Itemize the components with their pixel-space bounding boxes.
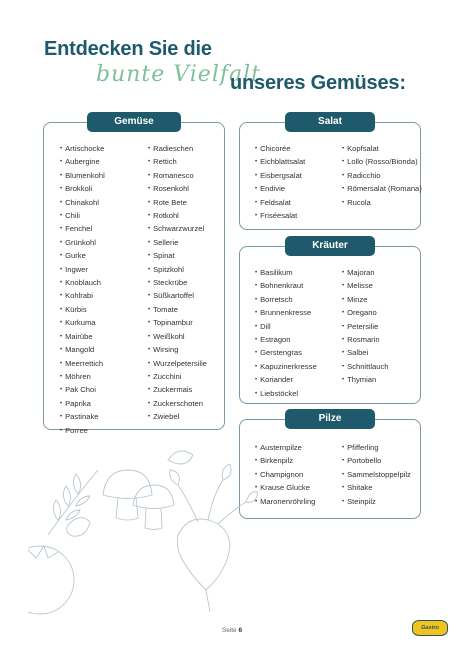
list-item: • Kopfsalat	[342, 143, 422, 156]
list-item: • Römersalat (Romana)	[342, 183, 422, 196]
list-item: • Fenchel	[60, 223, 105, 236]
heading-script: bunte Vielfalt	[96, 62, 262, 87]
list-item: • Salbei	[342, 347, 388, 360]
vegetable-illustration	[28, 440, 258, 620]
gemuese-col2	[148, 143, 207, 425]
salat-col2	[342, 143, 422, 210]
list-item: • Blumenkohl	[60, 170, 105, 183]
list-item: • Gerstengras	[255, 347, 317, 360]
kraeuter-box	[239, 240, 421, 404]
list-item: • Wurzelpetersilie	[148, 358, 207, 371]
list-item: • Weißkohl	[148, 331, 207, 344]
page-number: 6	[238, 627, 243, 634]
list-item: • Pastinake	[60, 411, 105, 424]
list-item: • Sellerie	[148, 237, 207, 250]
list-item: • Rotkohl	[148, 210, 207, 223]
list-item: • Steinpilz	[342, 496, 411, 509]
list-item: • Bohnenkraut	[255, 280, 317, 293]
pilze-col1	[255, 442, 315, 509]
list-item: • Liebstöckel	[255, 388, 317, 401]
list-item: • Petersilie	[342, 321, 388, 334]
list-item: • Austernpilze	[255, 442, 315, 455]
list-item: • Feldsalat	[255, 197, 305, 210]
heading-line2: unseres Gemüses:	[230, 72, 406, 94]
list-item: • Birkenpilz	[255, 455, 315, 468]
gemuese-title: Gemüse	[87, 112, 181, 132]
list-item: • Schnittlauch	[342, 361, 388, 374]
list-item: • Meerrettich	[60, 358, 105, 371]
list-item: • Möhren	[60, 371, 105, 384]
list-item: • Shitake	[342, 482, 411, 495]
list-item: • Kürbis	[60, 304, 105, 317]
list-item: • Dill	[255, 321, 317, 334]
list-item: • Süßkartoffel	[148, 290, 207, 303]
salat-title: Salat	[285, 112, 375, 132]
list-item: • Krause Glucke	[255, 482, 315, 495]
list-item: • Zuckermais	[148, 384, 207, 397]
list-item: • Chicorée	[255, 143, 305, 156]
list-item: • Sammelstoppelpilz	[342, 469, 411, 482]
pilze-box	[239, 413, 421, 519]
list-item: • Radicchio	[342, 170, 422, 183]
list-item: • Rosenkohl	[148, 183, 207, 196]
list-item: • Mairübe	[60, 331, 105, 344]
pilze-col2	[342, 442, 411, 509]
list-item: • Brokkoli	[60, 183, 105, 196]
list-item: • Rettich	[148, 156, 207, 169]
gemuese-col1	[60, 143, 105, 438]
list-item: • Porree	[60, 425, 105, 438]
list-item: • Lollo (Rosso/Bionda)	[342, 156, 422, 169]
list-item: • Kohlrabi	[60, 290, 105, 303]
list-item: • Rote Bete	[148, 197, 207, 210]
list-item: • Chinakohl	[60, 197, 105, 210]
list-item: • Romanesco	[148, 170, 207, 183]
list-item: • Topinambur	[148, 317, 207, 330]
salat-box	[239, 116, 422, 230]
list-item: • Zwiebel	[148, 411, 207, 424]
list-item: • Koriander	[255, 374, 317, 387]
list-item: • Kapuzinerkresse	[255, 361, 317, 374]
heading-line1: Entdecken Sie die	[44, 38, 212, 60]
list-item: • Basilikum	[255, 267, 317, 280]
list-item: • Rosmarin	[342, 334, 388, 347]
page-footer	[0, 627, 464, 634]
list-item: • Estragon	[255, 334, 317, 347]
pilze-title: Pilze	[285, 409, 375, 429]
list-item: • Brunnenkresse	[255, 307, 317, 320]
list-item: • Zucchini	[148, 371, 207, 384]
list-item: • Melisse	[342, 280, 388, 293]
list-item: • Zuckerschoten	[148, 398, 207, 411]
list-item: • Eisbergsalat	[255, 170, 305, 183]
list-item: • Schwarzwurzel	[148, 223, 207, 236]
list-item: • Grünkohl	[60, 237, 105, 250]
kraeuter-col2	[342, 267, 388, 388]
list-item: • Minze	[342, 294, 388, 307]
list-item: • Pak Choi	[60, 384, 105, 397]
list-item: • Maronenröhrling	[255, 496, 315, 509]
list-item: • Wirsing	[148, 344, 207, 357]
list-item: • Kurkuma	[60, 317, 105, 330]
list-item: • Ingwer	[60, 264, 105, 277]
list-item: • Gurke	[60, 250, 105, 263]
list-item: • Eichblattsalat	[255, 156, 305, 169]
list-item: • Spinat	[148, 250, 207, 263]
list-item: • Radieschen	[148, 143, 207, 156]
list-item: • Friséesalat	[255, 210, 305, 223]
gemuese-box	[43, 116, 225, 435]
list-item: • Portobello	[342, 455, 411, 468]
kraeuter-col1	[255, 267, 317, 401]
list-item: • Steckrübe	[148, 277, 207, 290]
list-item: • Artischocke	[60, 143, 105, 156]
list-item: • Tomate	[148, 304, 207, 317]
list-item: • Spitzkohl	[148, 264, 207, 277]
kraeuter-title: Kräuter	[285, 236, 375, 256]
list-item: • Knoblauch	[60, 277, 105, 290]
salat-col1	[255, 143, 305, 223]
list-item: • Borretsch	[255, 294, 317, 307]
list-item: • Aubergine	[60, 156, 105, 169]
list-item: • Rucola	[342, 197, 422, 210]
list-item: • Chili	[60, 210, 105, 223]
brand-logo: Gastro	[412, 620, 448, 636]
list-item: • Endivie	[255, 183, 305, 196]
list-item: • Champignon	[255, 469, 315, 482]
footer-label: Seite	[221, 627, 237, 634]
list-item: • Paprika	[60, 398, 105, 411]
list-item: • Pfifferling	[342, 442, 411, 455]
list-item: • Thymian	[342, 374, 388, 387]
list-item: • Oregano	[342, 307, 388, 320]
list-item: • Mangold	[60, 344, 105, 357]
list-item: • Majoran	[342, 267, 388, 280]
